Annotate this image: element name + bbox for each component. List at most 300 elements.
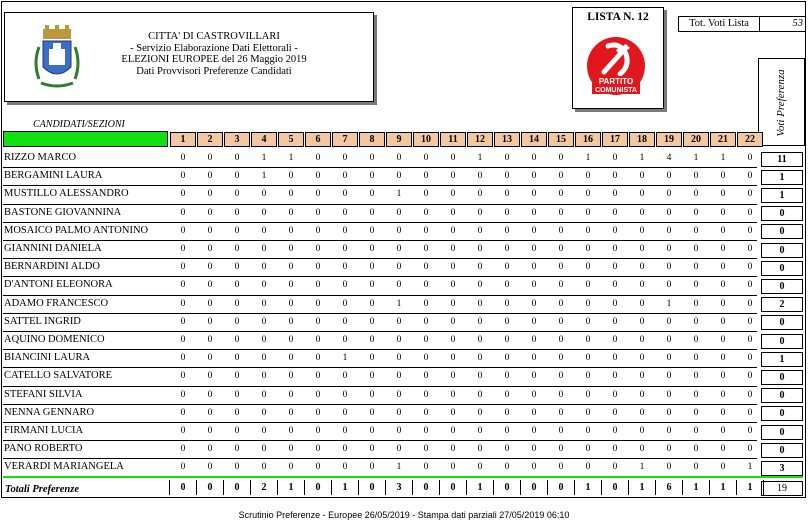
vote-cell: 0 [531,298,537,309]
vote-cell: 0 [531,280,537,291]
vote-cell: 0 [531,316,537,327]
lista-title: LISTA N. 12 [587,11,649,23]
total-vote-cell: 1 [477,482,483,493]
total-votes-value: 53 [792,18,803,29]
vote-cell: 0 [261,444,267,455]
totals-column-divider [331,480,332,495]
candidate-name: GIANNINI DANIELA [4,243,102,254]
vote-cell: 0 [531,407,537,418]
vote-cell: 0 [423,316,429,327]
vote-cell: 0 [666,244,672,254]
vote-cell: 0 [450,225,456,236]
vote-cell: 0 [315,407,321,418]
vote-cell: 0 [315,189,321,200]
vote-cell: 0 [720,207,726,218]
vote-cell: 0 [342,426,348,436]
vote-cell: 0 [342,407,348,418]
header-box [4,12,374,102]
vote-cell: 0 [288,462,294,473]
vote-cell: 0 [261,353,267,364]
vote-cell: 0 [234,262,240,273]
vote-cell: 0 [369,244,375,254]
grand-total: 19 [761,481,803,496]
vote-cell: 0 [423,262,429,273]
total-vote-cell: 0 [504,482,510,493]
vote-cell: 0 [369,280,375,291]
vote-cell: 0 [180,353,186,364]
vote-cell: 0 [261,262,267,273]
section-header: 21 [710,132,736,147]
vote-cell: 1 [639,462,645,473]
vote-cell: 0 [315,426,321,436]
vote-cell: 0 [180,153,186,163]
vote-cell: 0 [693,298,699,309]
candidate-total: 0 [761,243,803,258]
vote-cell: 0 [639,353,645,364]
vote-cell: 0 [747,298,753,309]
vote-cell: 0 [207,262,213,273]
vote-cell: 0 [342,316,348,327]
vote-cell: 0 [558,298,564,309]
vote-cell: 0 [666,353,672,364]
vote-cell: 0 [612,316,618,327]
vote-cell: 0 [585,444,591,455]
vote-cell: 0 [342,189,348,200]
vote-cell: 0 [477,244,483,254]
vote-cell: 0 [342,462,348,473]
vote-cell: 0 [585,389,591,400]
vote-cell: 0 [369,444,375,455]
total-vote-cell: 2 [261,482,267,493]
vote-cell: 0 [612,389,618,400]
vote-cell: 0 [558,225,564,236]
vote-cell: 0 [477,426,483,436]
vote-cell: 0 [666,389,672,400]
vote-cell: 0 [288,207,294,218]
vote-cell: 1 [720,153,726,163]
candidate-total: 0 [761,334,803,349]
vote-cell: 1 [639,153,645,163]
totals-column-divider [520,480,521,495]
vote-cell: 0 [261,335,267,345]
vote-cell: 0 [585,225,591,236]
vote-cell: 0 [720,280,726,291]
vote-cell: 0 [612,371,618,382]
vote-cell: 0 [423,444,429,455]
vote-cell: 0 [585,189,591,200]
vote-cell: 0 [180,426,186,436]
logo-text-bottom: COMUNISTA [595,87,637,94]
vote-cell: 0 [720,407,726,418]
vote-cell: 0 [234,462,240,473]
vote-cell: 0 [558,371,564,382]
vote-cell: 0 [450,371,456,382]
vote-cell: 0 [558,171,564,182]
total-vote-cell: 0 [207,482,213,493]
vote-cell: 0 [342,207,348,218]
vote-cell: 0 [531,335,537,345]
totals-column-divider [304,480,305,495]
section-header: 18 [629,132,655,147]
vote-cell: 0 [315,316,321,327]
vote-cell: 0 [315,298,321,309]
vote-cell: 0 [396,280,402,291]
vote-cell: 0 [234,444,240,455]
totals-column-divider [547,480,548,495]
candidate-name: RIZZO MARCO [4,152,77,163]
candidate-name: SATTEL INGRID [4,315,81,327]
candidate-total: 0 [761,443,803,458]
vote-cell: 0 [612,153,618,163]
vote-cell: 0 [639,262,645,273]
candidate-name: PANO ROBERTO [4,443,83,455]
vote-cell: 1 [261,171,267,182]
vote-cell: 0 [720,262,726,273]
vote-cell: 0 [207,389,213,400]
candidate-name: STEFANI SILVIA [4,388,83,400]
vote-cell: 0 [261,207,267,218]
vote-cell: 0 [234,426,240,436]
row-divider [3,349,757,350]
vote-cell: 0 [369,298,375,309]
vote-cell: 0 [558,189,564,200]
vote-cell: 0 [450,171,456,182]
section-header: 4 [251,132,277,147]
vote-cell: 0 [396,335,402,345]
candidate-name: BIANCINI LAURA [4,352,91,364]
vote-cell: 0 [720,171,726,182]
totals-column-divider [709,480,710,495]
vote-cell: 0 [207,225,213,236]
vote-cell: 0 [666,262,672,273]
vote-cell: 0 [747,225,753,236]
vote-cell: 0 [396,371,402,382]
vote-cell: 0 [639,371,645,382]
vote-cell: 0 [234,371,240,382]
totals-column-divider [277,480,278,495]
vote-cell: 0 [612,353,618,364]
vote-cell: 0 [531,225,537,236]
vote-cell: 0 [423,171,429,182]
vote-cell: 0 [396,207,402,218]
vote-cell: 0 [288,407,294,418]
candidate-total: 1 [761,170,803,185]
vote-cell: 1 [477,153,483,163]
candidate-total: 1 [761,188,803,203]
vote-cell: 0 [585,335,591,345]
candidate-total: 11 [761,152,803,167]
vote-cell: 0 [612,189,618,200]
vote-cell: 0 [720,353,726,364]
vote-cell: 4 [666,153,672,163]
row-divider [3,258,757,259]
vote-cell: 0 [747,444,753,455]
vote-cell: 0 [720,189,726,200]
vote-cell: 0 [612,462,618,473]
totals-column-divider [250,480,251,495]
totals-column-divider [466,480,467,495]
vote-cell: 0 [639,244,645,254]
vote-cell: 0 [342,335,348,345]
vote-cell: 0 [477,335,483,345]
vote-cell: 0 [747,189,753,200]
vote-cell: 1 [342,353,348,364]
vote-cell: 1 [396,189,402,200]
vote-cell: 0 [693,426,699,436]
row-divider [3,222,757,223]
vote-cell: 0 [423,407,429,418]
vote-cell: 0 [288,444,294,455]
vote-cell: 0 [666,426,672,436]
vote-cell: 0 [207,153,213,163]
candidate-total: 0 [761,224,803,239]
vote-cell: 0 [585,244,591,254]
vote-cell: 0 [531,244,537,254]
vote-cell: 0 [531,462,537,473]
vote-cell: 0 [639,298,645,309]
vote-cell: 1 [666,298,672,309]
vote-cell: 0 [477,298,483,309]
vote-cell: 0 [558,280,564,291]
candidate-total: 0 [761,425,803,440]
vote-cell: 0 [693,189,699,200]
vote-cell: 0 [639,389,645,400]
vote-cell: 0 [693,207,699,218]
vote-cell: 0 [666,335,672,345]
candidate-total: 0 [761,315,803,330]
vote-cell: 1 [693,153,699,163]
vote-cell: 0 [639,171,645,182]
section-header: 2 [197,132,223,147]
total-votes-label: Tot. Voti Lista [679,17,760,31]
vote-cell: 0 [369,371,375,382]
vote-cell: 0 [720,225,726,236]
vote-cell: 0 [531,262,537,273]
vote-cell: 0 [585,280,591,291]
vote-cell: 0 [666,171,672,182]
total-vote-cell: 1 [342,482,348,493]
vote-cell: 0 [504,444,510,455]
vote-cell: 0 [234,353,240,364]
vote-cell: 1 [396,462,402,473]
candidate-name: CATELLO SALVATORE [4,370,113,382]
total-vote-cell: 0 [369,482,375,493]
vote-cell: 0 [558,353,564,364]
candidate-name: D'ANTONI ELEONORA [4,279,113,291]
total-vote-cell: 1 [693,482,699,493]
vote-cell: 0 [288,244,294,254]
vote-cell: 0 [450,444,456,455]
vote-cell: 0 [261,316,267,327]
vote-cell: 0 [531,389,537,400]
vote-cell: 0 [558,444,564,455]
vote-cell: 0 [612,444,618,455]
vote-cell: 0 [693,316,699,327]
totals-column-divider [763,480,764,495]
vote-cell: 0 [477,262,483,273]
vote-cell: 0 [720,244,726,254]
vote-cell: 0 [720,335,726,345]
vote-cell: 0 [234,207,240,218]
vote-cell: 0 [747,244,753,254]
candidate-name: BERNARDINI ALDO [4,261,100,273]
vote-cell: 0 [693,407,699,418]
totals-column-divider [628,480,629,495]
candidate-name: BERGAMINI LAURA [4,170,103,182]
vote-cell: 0 [531,353,537,364]
vote-cell: 0 [666,280,672,291]
vote-cell: 0 [666,371,672,382]
totals-column-divider [358,480,359,495]
vote-cell: 0 [720,426,726,436]
vote-cell: 0 [369,171,375,182]
service-title: - Servizio Elaborazione Dati Elettorali - [130,42,298,54]
vote-cell: 0 [585,207,591,218]
vote-cell: 0 [369,407,375,418]
totals-column-divider [574,480,575,495]
totals-column-divider [385,480,386,495]
totals-label: Totali Preferenze [5,484,79,495]
total-votes-box [678,16,806,32]
vote-cell: 0 [261,225,267,236]
vote-cell: 0 [288,389,294,400]
vote-cell: 0 [612,280,618,291]
candidate-name: AQUINO DOMENICO [4,334,105,345]
vote-cell: 0 [396,153,402,163]
vote-cell: 0 [747,371,753,382]
vote-cell: 0 [396,407,402,418]
vote-cell: 0 [450,407,456,418]
vote-cell: 0 [180,371,186,382]
vote-cell: 0 [234,225,240,236]
vote-cell: 0 [369,262,375,273]
vote-cell: 0 [450,153,456,163]
vote-cell: 0 [504,244,510,254]
vote-cell: 0 [747,426,753,436]
vote-cell: 0 [180,335,186,345]
total-vote-cell: 1 [585,482,591,493]
vote-cell: 0 [693,225,699,236]
vote-cell: 0 [315,153,321,163]
vote-cell: 0 [747,207,753,218]
vote-cell: 0 [504,189,510,200]
vote-cell: 0 [747,171,753,182]
section-header: 7 [332,132,358,147]
vote-cell: 0 [504,316,510,327]
vote-cell: 0 [531,426,537,436]
vote-cell: 0 [180,189,186,200]
vote-cell: 0 [504,371,510,382]
total-vote-cell: 0 [531,482,537,493]
vote-cell: 0 [207,371,213,382]
vote-cell: 0 [639,335,645,345]
candidate-name: BASTONE GIOVANNINA [4,206,122,218]
vote-cell: 1 [585,153,591,163]
vote-cell: 0 [342,262,348,273]
vote-cell: 0 [747,153,753,163]
vote-cell: 0 [288,280,294,291]
vote-cell: 0 [261,371,267,382]
vote-cell: 0 [180,280,186,291]
total-vote-cell: 0 [315,482,321,493]
totals-column-divider [493,480,494,495]
row-divider [3,440,757,441]
vote-cell: 0 [693,171,699,182]
vote-cell: 0 [207,171,213,182]
section-header: 3 [224,132,250,147]
row-divider [3,185,757,186]
total-vote-cell: 3 [396,482,402,493]
vote-cell: 0 [558,316,564,327]
vote-cell: 0 [180,244,186,254]
row-divider [3,313,757,314]
vote-cell: 1 [396,298,402,309]
vote-cell: 0 [288,171,294,182]
section-header: 16 [575,132,601,147]
vote-cell: 0 [315,335,321,345]
vote-cell: 0 [531,207,537,218]
vote-cell: 0 [477,407,483,418]
vote-cell: 0 [720,298,726,309]
total-vote-cell: 1 [288,482,294,493]
vote-cell: 0 [450,298,456,309]
vote-cell: 0 [180,389,186,400]
vote-cell: 0 [504,298,510,309]
logo-text-top: PARTITO [598,77,634,86]
vote-cell: 0 [207,244,213,254]
vote-cell: 0 [720,462,726,473]
vote-cell: 0 [369,462,375,473]
vote-cell: 0 [315,225,321,236]
vote-cell: 0 [234,171,240,182]
vote-cell: 0 [288,262,294,273]
vote-cell: 0 [261,244,267,254]
vote-cell: 0 [585,407,591,418]
vote-cell: 0 [693,280,699,291]
vote-cell: 0 [396,225,402,236]
vote-cell: 0 [477,280,483,291]
vote-cell: 0 [369,316,375,327]
totals-column-divider [412,480,413,495]
vote-cell: 0 [288,335,294,345]
vote-cell: 0 [612,207,618,218]
vote-cell: 0 [207,353,213,364]
vote-cell: 0 [207,444,213,455]
vote-cell: 0 [504,171,510,182]
vote-cell: 0 [477,189,483,200]
vote-cell: 0 [639,426,645,436]
vote-cell: 0 [315,280,321,291]
row-divider [3,458,757,459]
vote-cell: 0 [423,371,429,382]
vote-cell: 0 [315,389,321,400]
vote-cell: 0 [261,407,267,418]
vote-cell: 0 [180,407,186,418]
vote-cell: 0 [639,207,645,218]
vote-cell: 0 [450,207,456,218]
vote-cell: 0 [396,262,402,273]
vote-cell: 0 [207,407,213,418]
candidates-header-cell [3,131,168,147]
vote-cell: 0 [261,280,267,291]
vote-cell: 0 [288,316,294,327]
section-header: 14 [521,132,547,147]
vote-cell: 0 [666,189,672,200]
section-header: 1 [170,132,196,147]
totals-column-divider [169,480,170,495]
vote-cell: 0 [639,444,645,455]
vote-cell: 0 [261,426,267,436]
